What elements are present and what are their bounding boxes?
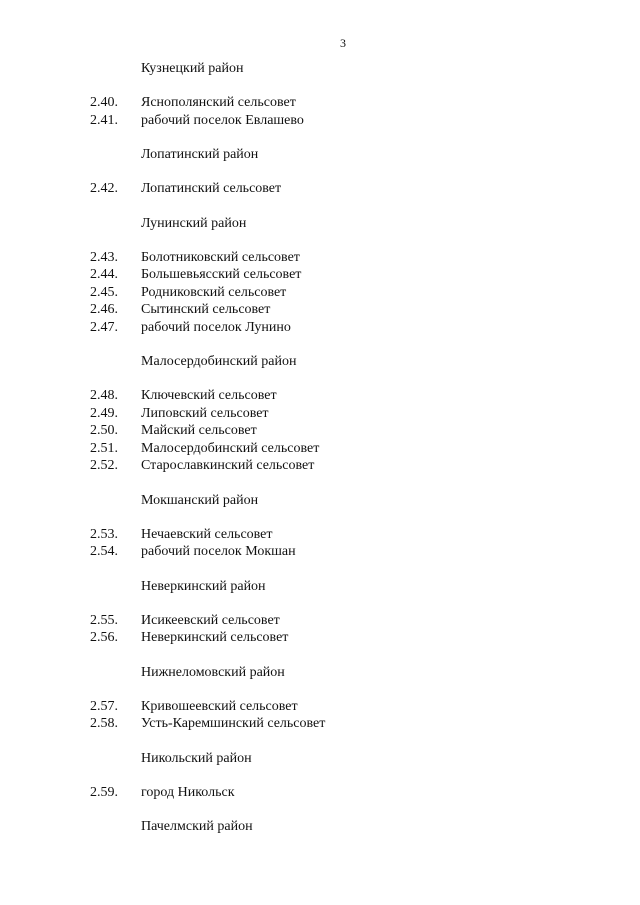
item-label: рабочий поселок Мокшан [141, 544, 296, 559]
district-heading: Пачелмский район [141, 819, 253, 834]
list-item [90, 249, 610, 267]
district-section [90, 492, 610, 561]
item-label: рабочий поселок Евлашево [141, 112, 304, 128]
item-number: 2.50. [90, 423, 118, 438]
item-number: 2.49. [90, 405, 118, 421]
item-number: 2.53. [90, 526, 118, 542]
item-label: Липовский сельсовет [141, 405, 269, 421]
item-label: Малосердобинский сельсовет [141, 440, 320, 456]
district-heading: Лопатинский район [141, 147, 259, 162]
list-item [90, 301, 610, 319]
item-label: Исикеевский сельсовет [141, 612, 280, 628]
list-item [90, 526, 610, 544]
list-item [90, 612, 610, 630]
page-number: 3 [340, 36, 346, 50]
district-section [90, 578, 610, 647]
item-label: город Никольск [141, 784, 235, 800]
item-number: 2.55. [90, 612, 118, 628]
district-heading: Нижнеломовский район [141, 664, 285, 680]
item-label: рабочий поселок Лунино [141, 319, 291, 335]
item-label: Сытинский сельсовет [141, 302, 271, 317]
item-label: Старославкинский сельсовет [141, 458, 315, 473]
item-label: Родниковский сельсовет [141, 284, 287, 300]
item-label: Нечаевский сельсовет [141, 526, 273, 542]
list-item [90, 784, 610, 802]
list-item [90, 387, 610, 405]
item-number: 2.48. [90, 388, 118, 403]
list-item [90, 422, 610, 440]
list-item [90, 112, 610, 130]
district-heading: Лунинский район [141, 215, 247, 231]
district-heading: Кузнецкий район [141, 61, 244, 76]
district-section [90, 750, 610, 802]
item-number: 2.47. [90, 319, 118, 335]
item-number: 2.52. [90, 458, 118, 473]
item-number: 2.46. [90, 302, 118, 317]
item-number: 2.51. [90, 440, 118, 456]
district-section [90, 146, 610, 198]
item-label: Болотниковский сельсовет [141, 249, 300, 265]
item-label: Большевьясский сельсовет [141, 267, 302, 282]
item-number: 2.58. [90, 716, 118, 731]
item-number: 2.44. [90, 267, 118, 282]
item-number: 2.59. [90, 784, 118, 800]
district-section [90, 215, 610, 337]
district-section [90, 664, 610, 733]
list-item [90, 698, 610, 716]
item-number: 2.43. [90, 249, 118, 265]
list-item [90, 543, 610, 561]
district-heading: Малосердобинский район [141, 354, 297, 369]
item-label: Яснополянский сельсовет [141, 95, 296, 110]
list-item [90, 266, 610, 284]
district-section [90, 818, 610, 836]
list-item [90, 319, 610, 337]
item-label: Ключевский сельсовет [141, 388, 277, 403]
list-item [90, 405, 610, 423]
item-number: 2.42. [90, 181, 118, 196]
district-heading: Мокшанский район [141, 492, 259, 508]
item-number: 2.40. [90, 95, 118, 110]
district-list [90, 60, 610, 853]
item-number: 2.45. [90, 284, 118, 300]
list-item [90, 180, 610, 198]
item-number: 2.57. [90, 698, 118, 714]
district-heading: Никольский район [141, 750, 252, 766]
item-label: Неверкинский сельсовет [141, 630, 289, 645]
item-number: 2.56. [90, 630, 118, 645]
item-number: 2.41. [90, 112, 118, 128]
list-item [90, 629, 610, 647]
list-item [90, 715, 610, 733]
item-label: Лопатинский сельсовет [141, 181, 282, 196]
list-item [90, 440, 610, 458]
list-item [90, 94, 610, 112]
district-heading: Неверкинский район [141, 578, 266, 594]
item-label: Усть-Каремшинский сельсовет [141, 716, 326, 731]
item-number: 2.54. [90, 544, 118, 559]
list-item [90, 457, 610, 475]
item-label: Кривошеевский сельсовет [141, 698, 298, 714]
list-item [90, 284, 610, 302]
district-section [90, 60, 610, 129]
district-section [90, 353, 610, 475]
item-label: Майский сельсовет [141, 423, 257, 438]
